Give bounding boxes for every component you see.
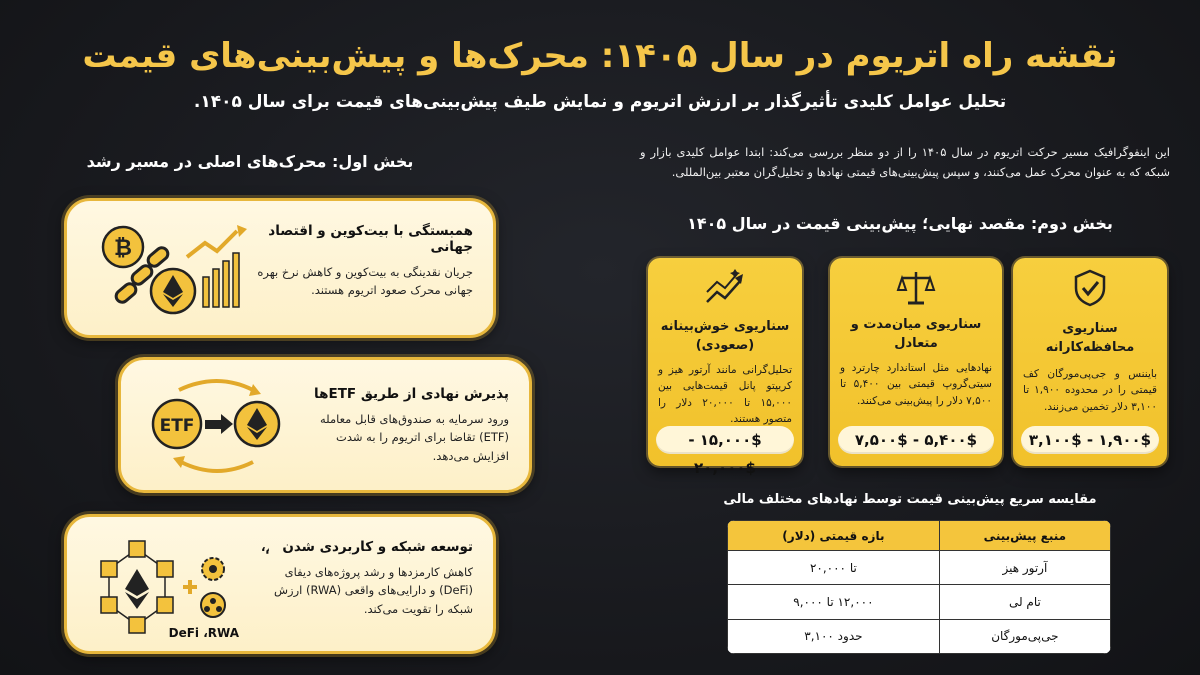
scenario-card-conservative (1013, 258, 1167, 466)
scenario-card-balanced (830, 258, 1002, 466)
table-header-source: منبع پیش‌بینی (939, 521, 1110, 551)
page-subtitle: تحلیل عوامل کلیدی تأثیرگذار بر ارزش اتریوم و نمایش طیف پیش‌بینی‌های قیمت برای سال ۱۴۰۵. (193, 92, 1007, 112)
driver-card-body: جریان نقدینگی به بیت‌کوین و کاهش نرخ بهره جهانی محرک صعود اتریوم هستند. (257, 265, 473, 298)
ethereum-icon (235, 402, 279, 446)
table-cell-source: آرتور هیز (939, 551, 1110, 585)
scenario-body: نهادهایی مثل استاندارد چارترد و سیتی‌گروپ قیمتی بین ۵,۴۰۰ تا ۷,۵۰۰ دلار را پیش‌بینی می‌کنند. (840, 362, 992, 407)
scenario-body: تحلیل‌گرانی مانند آرتور هیز و کریپتو پانل قیمت‌هایی بین ۱۵,۰۰۰ تا ۲۰,۰۰۰ دلار را متصور هستند. (658, 364, 792, 425)
arrow-right-icon (205, 414, 233, 434)
driver-card-title: همبستگی با بیت‌کوین و اقتصاد جهانی (268, 223, 473, 255)
defi-rwa-label: DeFi ،RWA (168, 626, 239, 640)
gear-icon (202, 558, 224, 580)
driver-card-body: ورود سرمایه به صندوق‌های قابل معامله (ETF) تقاضا برای اتریوم را به شدت افزایش می‌دهد. (319, 412, 509, 463)
driver-card-title: پذیرش نهادی از طریق ETFها (314, 386, 509, 402)
driver-card-bitcoin-correlation (64, 198, 496, 338)
shield-check-icon (1070, 268, 1110, 308)
driver-card-network-development (64, 514, 496, 654)
svg-text:₿: ₿ (114, 236, 132, 261)
ethereum-icon (125, 569, 149, 609)
table-cell-source: تام لی (939, 585, 1110, 619)
scenario-card-bullish (648, 258, 802, 477)
scenario-title: سناریوی میان‌مدت و متعادل (850, 317, 982, 351)
table-cell-source: جی‌پی‌مورگان (939, 619, 1110, 653)
table-cell-range: ۱۲,۰۰۰ تا ۹,۰۰۰ (728, 585, 940, 619)
table-cell-range: تا ۲۰,۰۰۰ (728, 551, 940, 585)
driver-card-title: توسعه شبکه و کاربردی شدن (282, 539, 473, 555)
plus-icon (183, 580, 197, 594)
scenario-range: ۵,۴۰۰$ - ۷,۵۰۰$ (838, 426, 994, 454)
table-header-row (728, 521, 1111, 551)
comparison-table (727, 520, 1111, 654)
table-row (728, 585, 1111, 619)
etf-label: ETF (159, 416, 195, 436)
section2-heading: بخش دوم: مقصد نهایی؛ پیش‌بینی قیمت در سال ۱۴۰۵ (687, 214, 1113, 233)
table-row (728, 551, 1111, 585)
balance-scale-icon (896, 268, 936, 308)
people-network-icon (201, 593, 225, 617)
scenario-range: ۱۵,۰۰۰$ - ۲۰,۰۰۰$ (656, 426, 794, 454)
ethereum-icon (151, 269, 195, 313)
driver-card-etf-adoption (118, 357, 532, 493)
rising-arrows-icon (703, 268, 747, 308)
scenario-title: سناریوی محافظه‌کارانه (1045, 321, 1135, 355)
fee-badge-label: ، (261, 540, 266, 554)
scenario-range: ۱,۹۰۰$ - ۳,۱۰۰$ (1021, 426, 1159, 454)
table-cell-range: حدود ۳,۱۰۰ (728, 619, 940, 653)
page-title: نقشه راه اتریوم در سال ۱۴۰۵: محرک‌ها و پیش‌بینی‌های قیمت (82, 36, 1118, 76)
comparison-table-title: مقایسه سریع پیش‌بینی قیمت توسط نهادهای مختلف مالی (723, 492, 1097, 507)
etf-icon (153, 400, 201, 448)
table-row (728, 619, 1111, 653)
section1-heading: بخش اول: محرک‌های اصلی در مسیر رشد (86, 152, 414, 171)
scenario-body: بایننس و جی‌پی‌مورگان کف قیمتی را در محدوده ۱,۹۰۰ تا ۳,۱۰۰ دلار تخمین می‌زنند. (1023, 368, 1157, 413)
scenario-title: سناریوی خوش‌بینانه (صعودی) (660, 319, 790, 353)
growth-chart-icon (187, 225, 247, 307)
driver-card-body: کاهش کارمزدها و رشد پروژه‌های دیفای (DeFi) و دارایی‌های واقعی (RWA) ارزش شبکه را تقویت می‌کند. (274, 565, 473, 616)
intro-paragraph: این اینفوگرافیک مسیر حرکت اتریوم در سال ۱۴۰۵ را از دو منظر بررسی می‌کند: ابتدا عوامل کلیدی بازار و شبکه که به عنوان محرک عمل می‌کنند، و سپس پیش‌بینی‌های قیمتی نهادها و تحلیل‌گران معتبر بین‌المللی. (640, 145, 1170, 180)
bitcoin-icon (103, 227, 143, 267)
table-header-range: بازه قیمتی (دلار) (728, 521, 940, 551)
